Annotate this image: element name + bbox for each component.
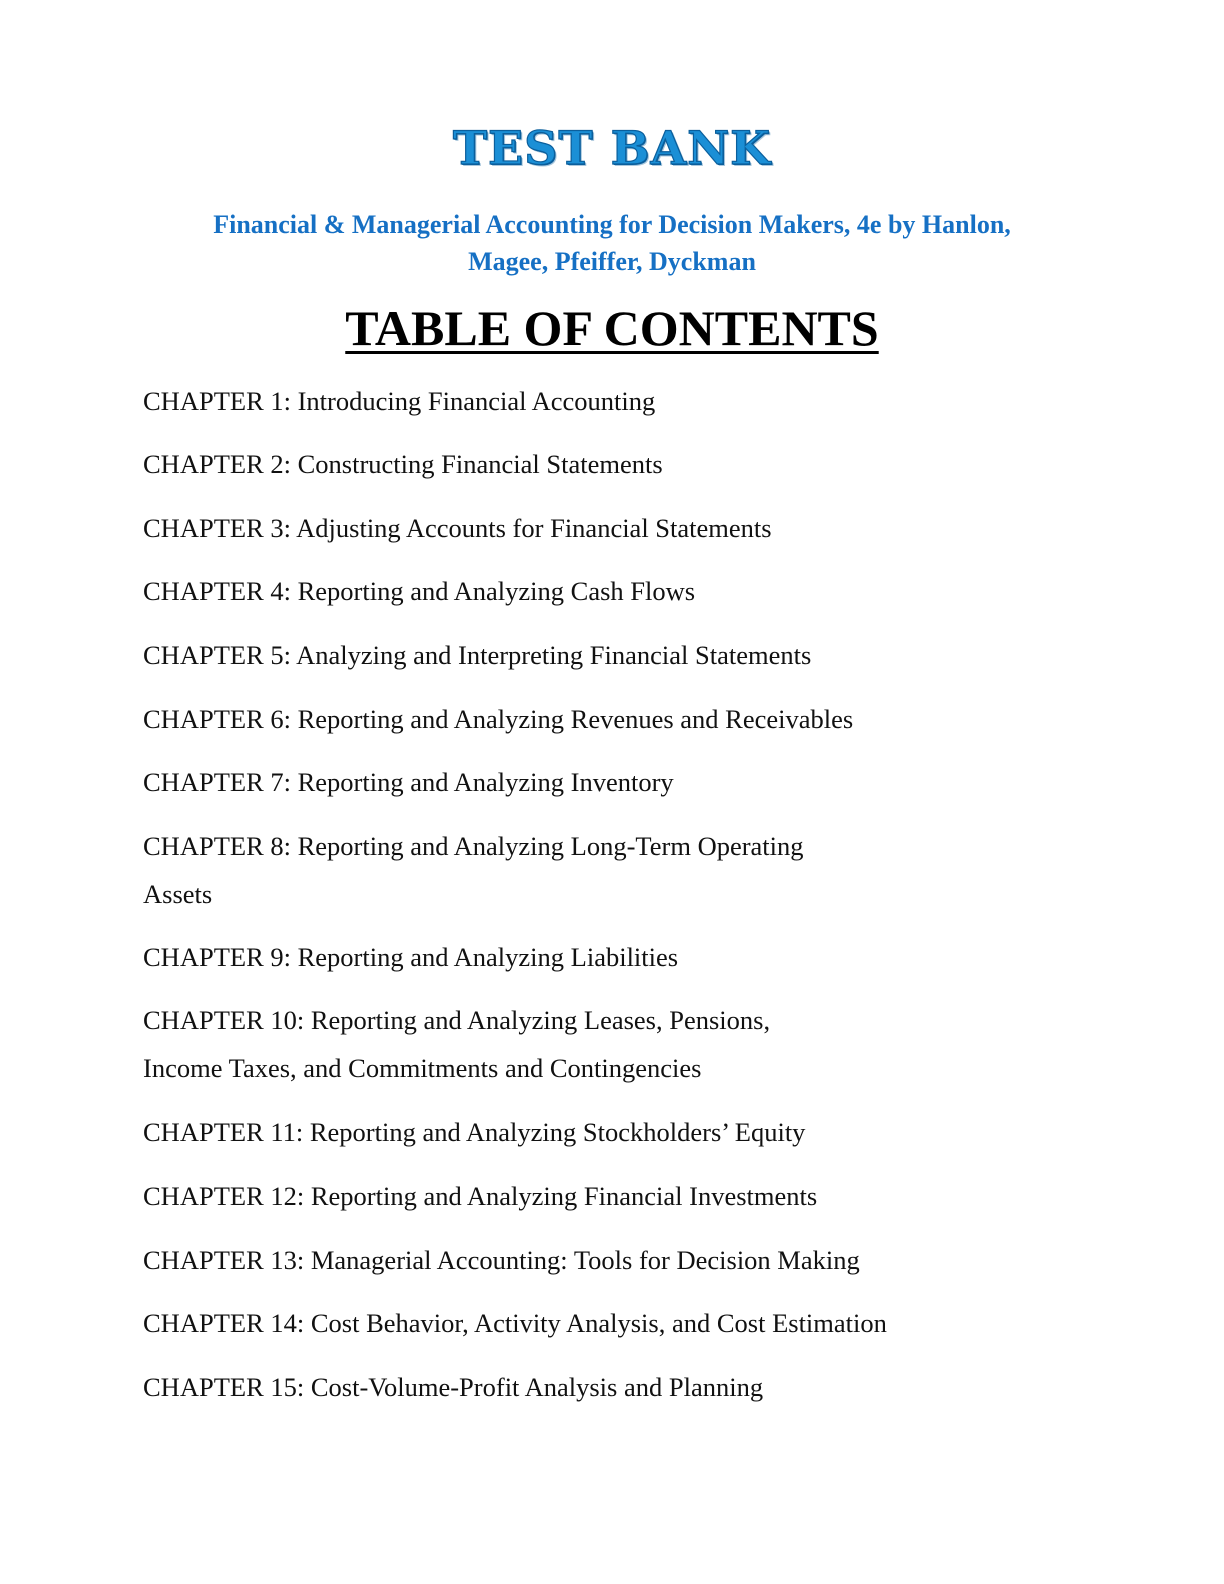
test-bank-banner: TEST BANK — [452, 121, 772, 175]
toc-entry-line: CHAPTER 14: Cost Behavior, Activity Analysis, and Cost Estimation — [143, 1308, 887, 1338]
toc-entry-line: CHAPTER 1: Introducing Financial Accounting — [143, 386, 656, 416]
toc-entry-line: CHAPTER 9: Reporting and Analyzing Liabilities — [143, 942, 679, 972]
toc-entry-chapter-1 — [143, 377, 943, 425]
toc-heading — [0, 296, 1224, 360]
toc-entry-line: CHAPTER 11: Reporting and Analyzing Stockholders’ Equity — [143, 1117, 806, 1147]
toc-entry-line: CHAPTER 6: Reporting and Analyzing Revenues and Receivables — [143, 704, 854, 734]
toc-entry-chapter-14 — [143, 1299, 943, 1347]
toc-entry-chapter-2 — [143, 440, 943, 488]
toc-entry-line: Assets — [143, 879, 213, 909]
toc-entry-line: CHAPTER 5: Analyzing and Interpreting Financial Statements — [143, 640, 812, 670]
toc-entry-line: CHAPTER 8: Reporting and Analyzing Long-Term Operating — [143, 831, 804, 861]
toc-entry-line: CHAPTER 4: Reporting and Analyzing Cash Flows — [143, 576, 696, 606]
toc-entry-line: CHAPTER 15: Cost-Volume-Profit Analysis and Planning — [143, 1372, 764, 1402]
toc-entry-line: CHAPTER 3: Adjusting Accounts for Financial Statements — [143, 513, 772, 543]
toc-entry-chapter-9 — [143, 933, 943, 981]
toc-entry-chapter-8 — [143, 822, 943, 918]
toc-entry-chapter-3 — [143, 504, 943, 552]
book-title-line-2: Magee, Pfeiffer, Dyckman — [468, 247, 756, 276]
toc-entry-line: Income Taxes, and Commitments and Contingencies — [143, 1053, 702, 1083]
toc-entry-line: CHAPTER 13: Managerial Accounting: Tools for Decision Making — [143, 1245, 860, 1275]
toc-entry-chapter-12 — [143, 1172, 943, 1220]
toc-entry-line: CHAPTER 12: Reporting and Analyzing Financial Investments — [143, 1181, 818, 1211]
toc-entry-line: CHAPTER 7: Reporting and Analyzing Inventory — [143, 767, 674, 797]
toc-heading-text: TABLE OF CONTENTS — [345, 300, 879, 356]
toc-entry-chapter-4 — [143, 567, 943, 615]
toc-entry-chapter-10 — [143, 996, 943, 1092]
toc-entry-chapter-15 — [143, 1363, 943, 1411]
toc-entry-chapter-5 — [143, 631, 943, 679]
toc-entry-chapter-11 — [143, 1108, 943, 1156]
toc-entry-line: CHAPTER 2: Constructing Financial Statements — [143, 449, 663, 479]
toc-entry-chapter-6 — [143, 695, 943, 743]
toc-entry-chapter-7 — [143, 758, 943, 806]
book-title — [160, 206, 1064, 280]
toc-entry-line: CHAPTER 10: Reporting and Analyzing Leases, Pensions, — [143, 1005, 771, 1035]
toc-entry-chapter-13 — [143, 1236, 943, 1284]
book-title-line-1: Financial & Managerial Accounting for Decision Makers, 4e by Hanlon, — [213, 210, 1011, 239]
